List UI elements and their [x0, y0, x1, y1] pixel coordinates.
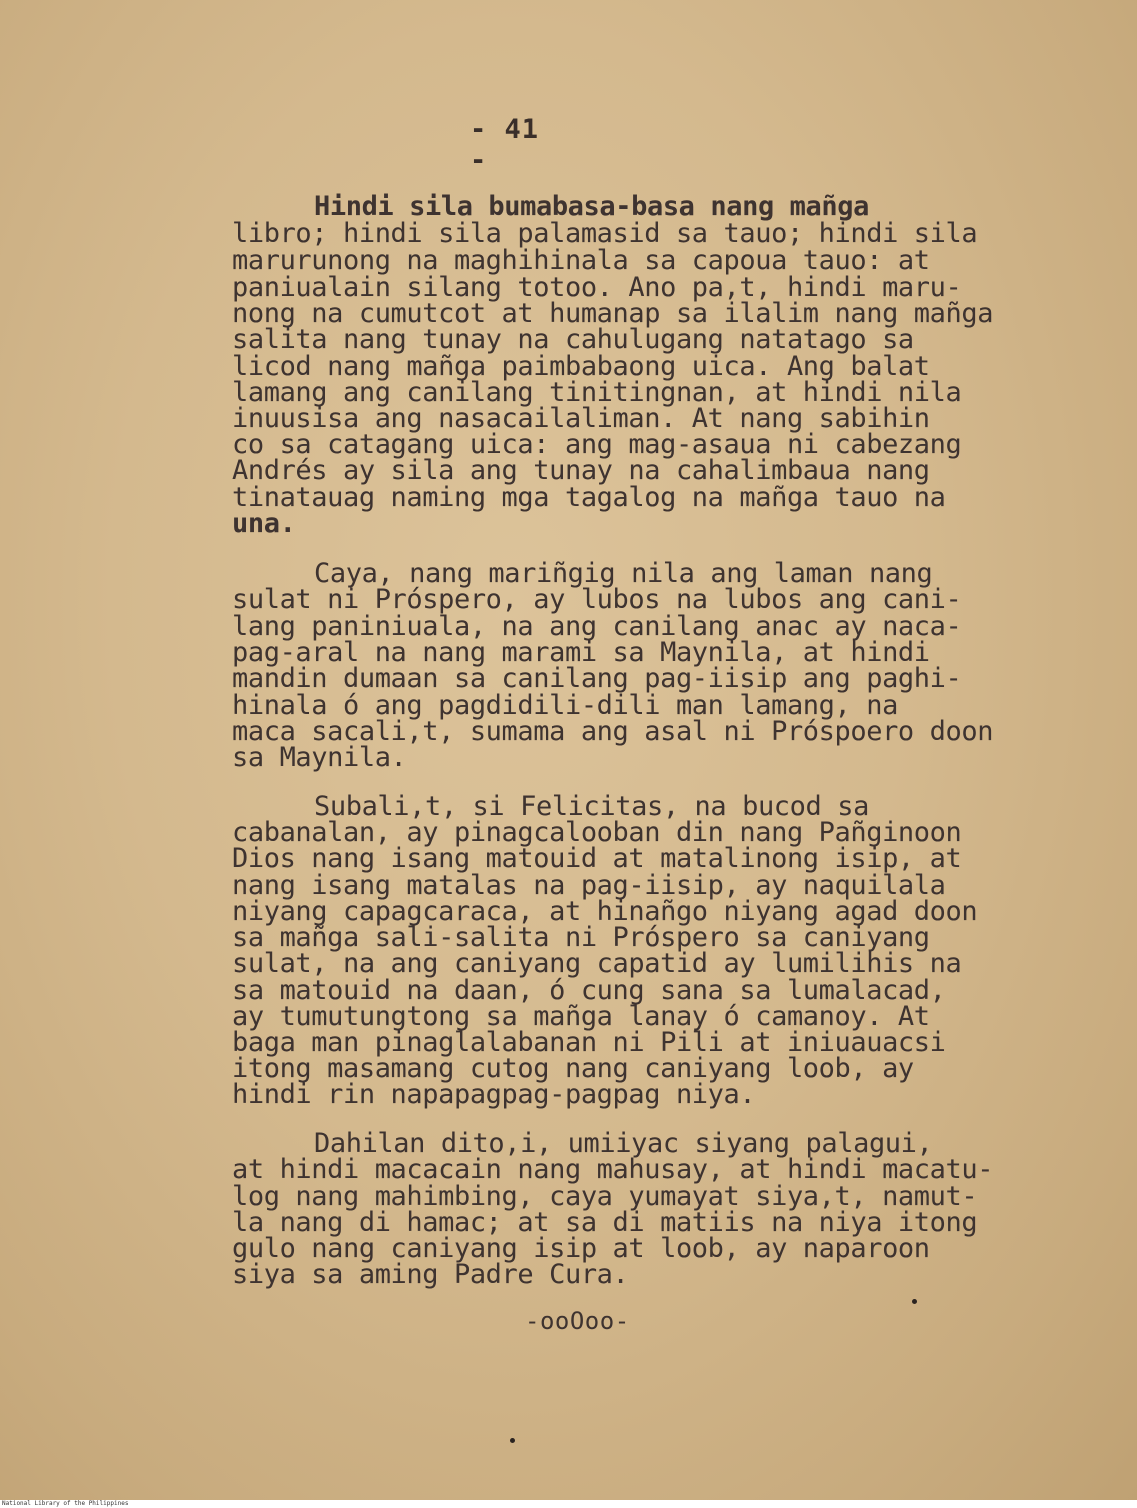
- paragraph-3-line-1: Subali,t, si Felicitas, na bucod sa: [314, 791, 869, 822]
- paragraph-1-line-11: Andrés ay sila ang tunay na cahalimbaua nang: [232, 455, 930, 486]
- paragraph-1-line-1: Hindi sila bumabasa-basa nang mañga: [314, 191, 869, 222]
- paragraph-2-line-1: Caya, nang mariñgig nila ang laman nang: [314, 558, 933, 589]
- paragraph-4-line-6: siya sa aming Padre Cura.: [232, 1259, 629, 1290]
- paragraph-1-line-12: tinatauag naming mga tagalog na mañga tauo na: [232, 482, 946, 513]
- paragraph-3-line-12: hindi rin napapagpag-pagpag niya.: [232, 1079, 756, 1110]
- paragraph-2-line-6: hinala ó ang pagdidili-dili man lamang, na: [232, 690, 898, 721]
- paragraph-4-line-2: at hindi macacain nang mahusay, at hindi macatu-: [232, 1154, 994, 1185]
- paragraph-1-line-6: salita nang tunay na cahulugang natatago sa: [232, 324, 914, 355]
- footer-bar: [0, 1500, 1137, 1508]
- paragraph-3-line-9: ay tumutungtong sa mañga lanay ó camanoy. At: [232, 1001, 930, 1032]
- paragraph-1-line-5: nong na cumutcot at humanap sa ilalim nang mañga: [232, 298, 994, 329]
- paragraph-3-line-5: niyang capagcaraca, at hinañgo niyang agad doon: [232, 896, 978, 927]
- ending-mark: -ooOoo-: [525, 1307, 630, 1335]
- paragraph-1-line-10: co sa catagang uica: ang mag-asaua ni cabezang: [232, 429, 962, 460]
- paragraph-2-line-8: sa Maynila.: [232, 742, 407, 773]
- paragraph-3-line-2: cabanalan, ay pinagcalooban din nang Pañginoon: [232, 817, 962, 848]
- paragraph-2-line-4: pag-aral na nang marami sa Maynila, at hindi: [232, 637, 930, 668]
- paragraph-1-line-9: inuusisa ang nasacailaliman. At nang sabihin: [232, 403, 930, 434]
- paragraph-3-line-8: sa matouid na daan, ó cung sana sa lumalacad,: [232, 975, 946, 1006]
- page-number: - 41 -: [470, 114, 540, 176]
- paragraph-4-line-4: la nang di hamac; at sa di matiis na niya itong: [232, 1207, 978, 1238]
- paragraph-1-line-3: marurunong na maghihinala sa capoua tauo: at: [232, 245, 930, 276]
- paragraph-1-line-13: una.: [232, 508, 296, 539]
- paragraph-3-line-3: Dios nang isang matouid at matalinong isip, at: [232, 843, 962, 874]
- paragraph-2-line-3: lang paniniuala, na ang canilang anac ay naca-: [232, 611, 962, 642]
- paragraph-3-line-6: sa mañga sali-salita ni Próspero sa caniyang: [232, 922, 930, 953]
- paragraph-2-line-2: sulat ni Próspero, ay lubos na lubos ang cani-: [232, 584, 962, 615]
- paragraph-2-line-7: maca sacali,t, sumama ang asal ni Próspoero doon: [232, 716, 994, 747]
- ink-speck: [912, 1299, 917, 1304]
- paragraph-4-line-3: log nang mahimbing, caya yumayat siya,t, namut-: [232, 1181, 978, 1212]
- library-credit: National Library of the Philippines: [2, 1500, 129, 1507]
- paragraph-2-line-5: mandin dumaan sa canilang pag-iisip ang paghi-: [232, 663, 962, 694]
- paragraph-3-line-7: sulat, na ang caniyang capatid ay lumilihis na: [232, 948, 962, 979]
- paragraph-4-line-1: Dahilan dito,i, umiiyac siyang palagui,: [314, 1128, 933, 1159]
- paragraph-3-line-4: nang isang matalas na pag-iisip, ay naquilala: [232, 870, 946, 901]
- paragraph-1-line-2: libro; hindi sila palamasid sa tauo; hindi sila: [232, 218, 978, 249]
- ink-speck: [510, 1438, 515, 1443]
- paragraph-3-line-11: itong masamang cutog nang caniyang loob, ay: [232, 1053, 914, 1084]
- paragraph-4-line-5: gulo nang caniyang isip at loob, ay naparoon: [232, 1233, 930, 1264]
- paragraph-1-line-7: licod nang mañga paimbabaong uica. Ang balat: [232, 351, 930, 382]
- paragraph-1-line-4: paniualain silang totoo. Ano pa,t, hindi maru-: [232, 272, 962, 303]
- paragraph-3-line-10: baga man pinaglalabanan ni Pili at iniuauacsi: [232, 1027, 946, 1058]
- paragraph-1-line-8: lamang ang canilang tinitingnan, at hindi nila: [232, 377, 962, 408]
